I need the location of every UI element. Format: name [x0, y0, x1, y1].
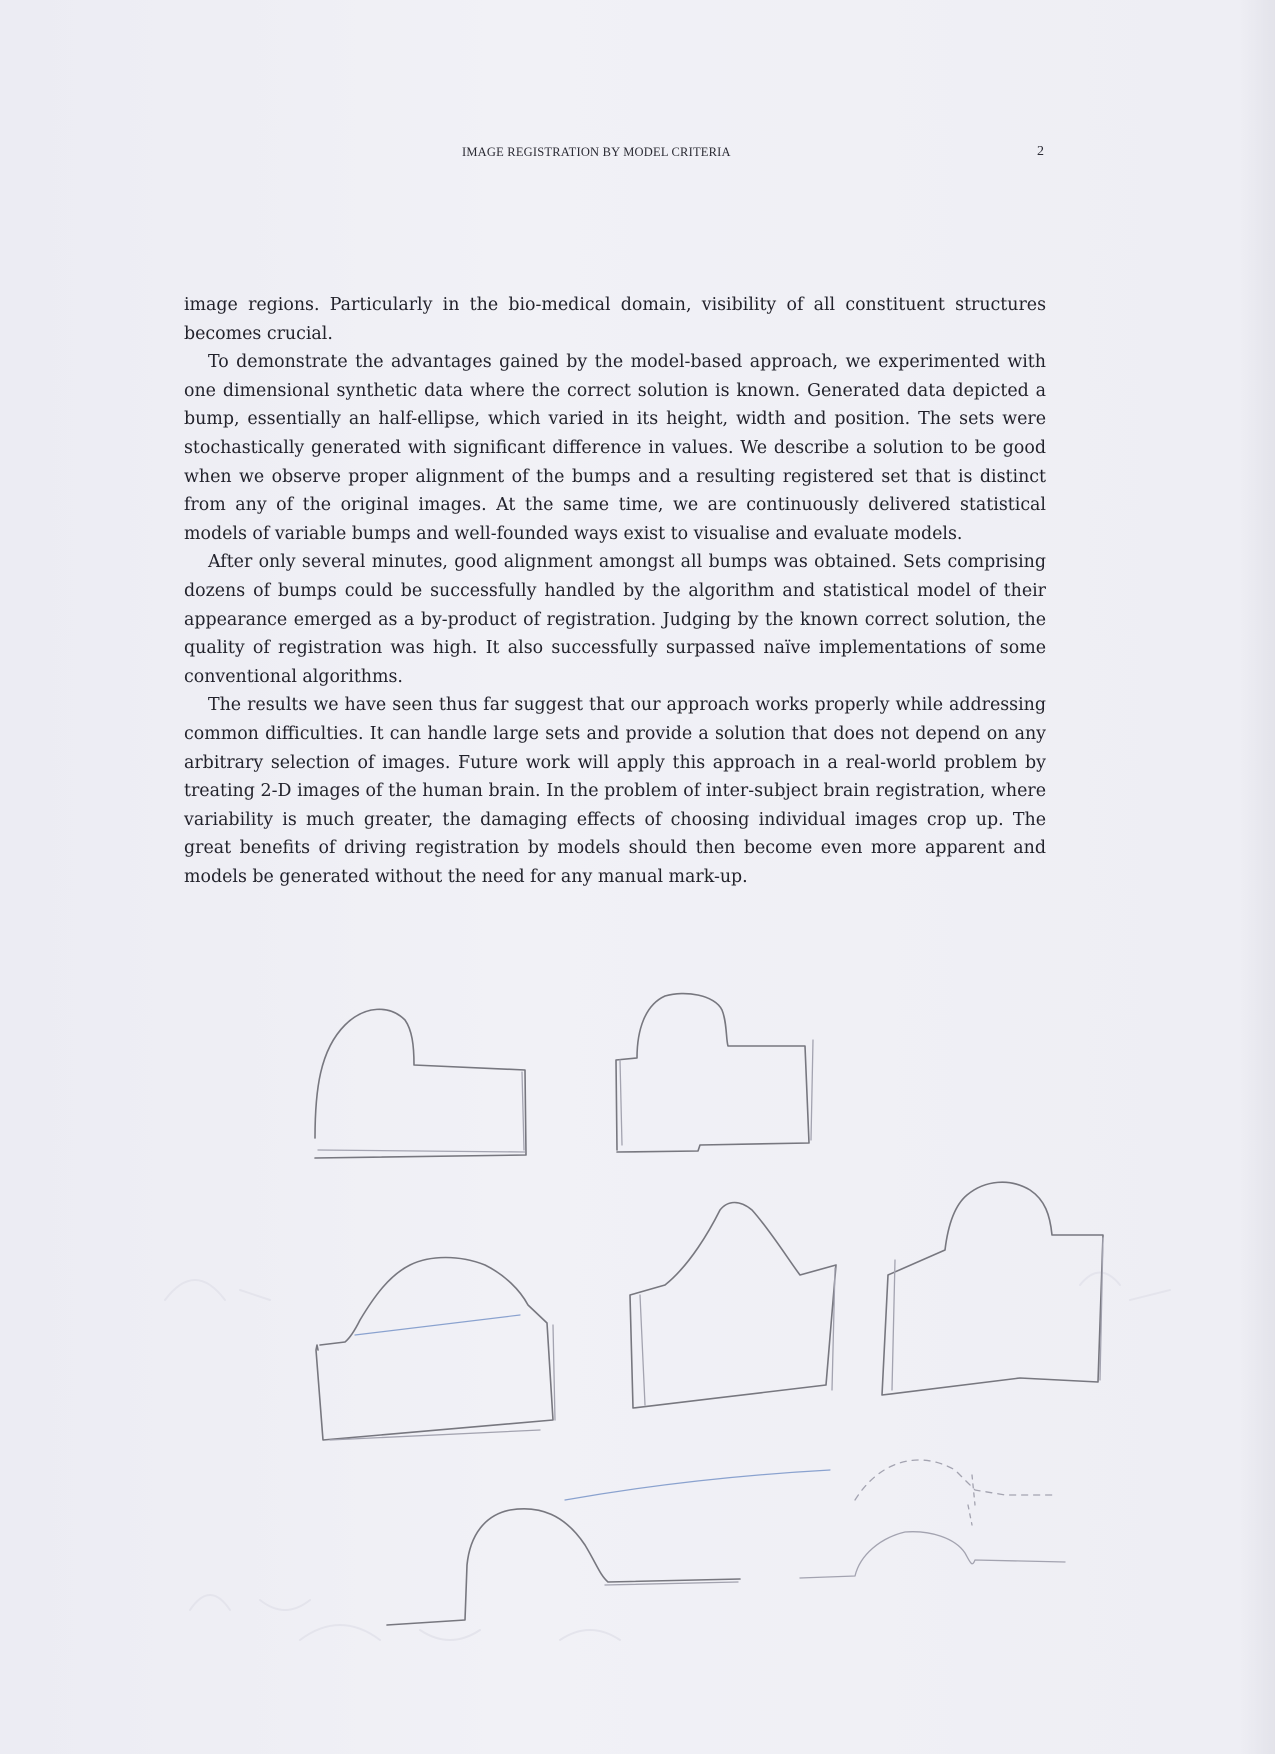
- paragraph-1: image regions. Particularly in the bio-medical domain, visibility of all constituent structures becomes crucial.: [184, 295, 1046, 344]
- show-through-ghost-marks: [165, 1273, 1170, 1641]
- paragraph-3: After only several minutes, good alignment amongst all bumps was obtained. Sets comprising dozens of bumps could be successfully handled by the algorithm and statistical model of their appearance emerged as a by-product of registration. Judging by the known correct solution, the quality of registration was high. It also successfully surpassed naïve implementations of some conventional algorithms.: [184, 552, 1046, 687]
- bump-sketch-7: [800, 1460, 1065, 1578]
- bump-sketch-6: [387, 1509, 740, 1625]
- paragraph-2: To demonstrate the advantages gained by the model-based approach, we experimented with one dimensional synthetic data where the correct solution is known. Generated data depicted a bump, essentially an half-ellipse, which varied in its height, width and position. The sets were stochastically generated with significant difference in values. We describe a solution to be good when we observe proper alignment of the bumps and a resulting registered set that is distinct from any of the original images. At the same time, we are continuously delivered statistical models of variable bumps and well-founded ways exist to visualise and evaluate models.: [184, 352, 1046, 544]
- bump-sketch-5: [882, 1182, 1103, 1395]
- page-number: 2: [1037, 144, 1044, 159]
- paragraph-4: The results we have seen thus far suggest that our approach works properly while addressing common difficulties. It can handle large sets and provide a solution that does not depend on any arbitrary selection of images. Future work will apply this approach in a real-world problem by treating 2-D images of the human brain. In the problem of inter-subject brain registration, where variability is much greater, the damaging effects of choosing individual images crop up. The great benefits of driving registration by models should then become even more apparent and models be generated without the need for any manual mark-up.: [184, 695, 1046, 887]
- bump-sketch-3: [316, 1258, 555, 1441]
- bump-sketch-1: [315, 1009, 526, 1158]
- running-head-title: IMAGE REGISTRATION BY MODEL CRITERIA: [462, 145, 731, 159]
- bump-sketch-4: [630, 1203, 836, 1409]
- stray-blue-mark: [565, 1470, 830, 1500]
- bump-sketch-2: [616, 994, 813, 1152]
